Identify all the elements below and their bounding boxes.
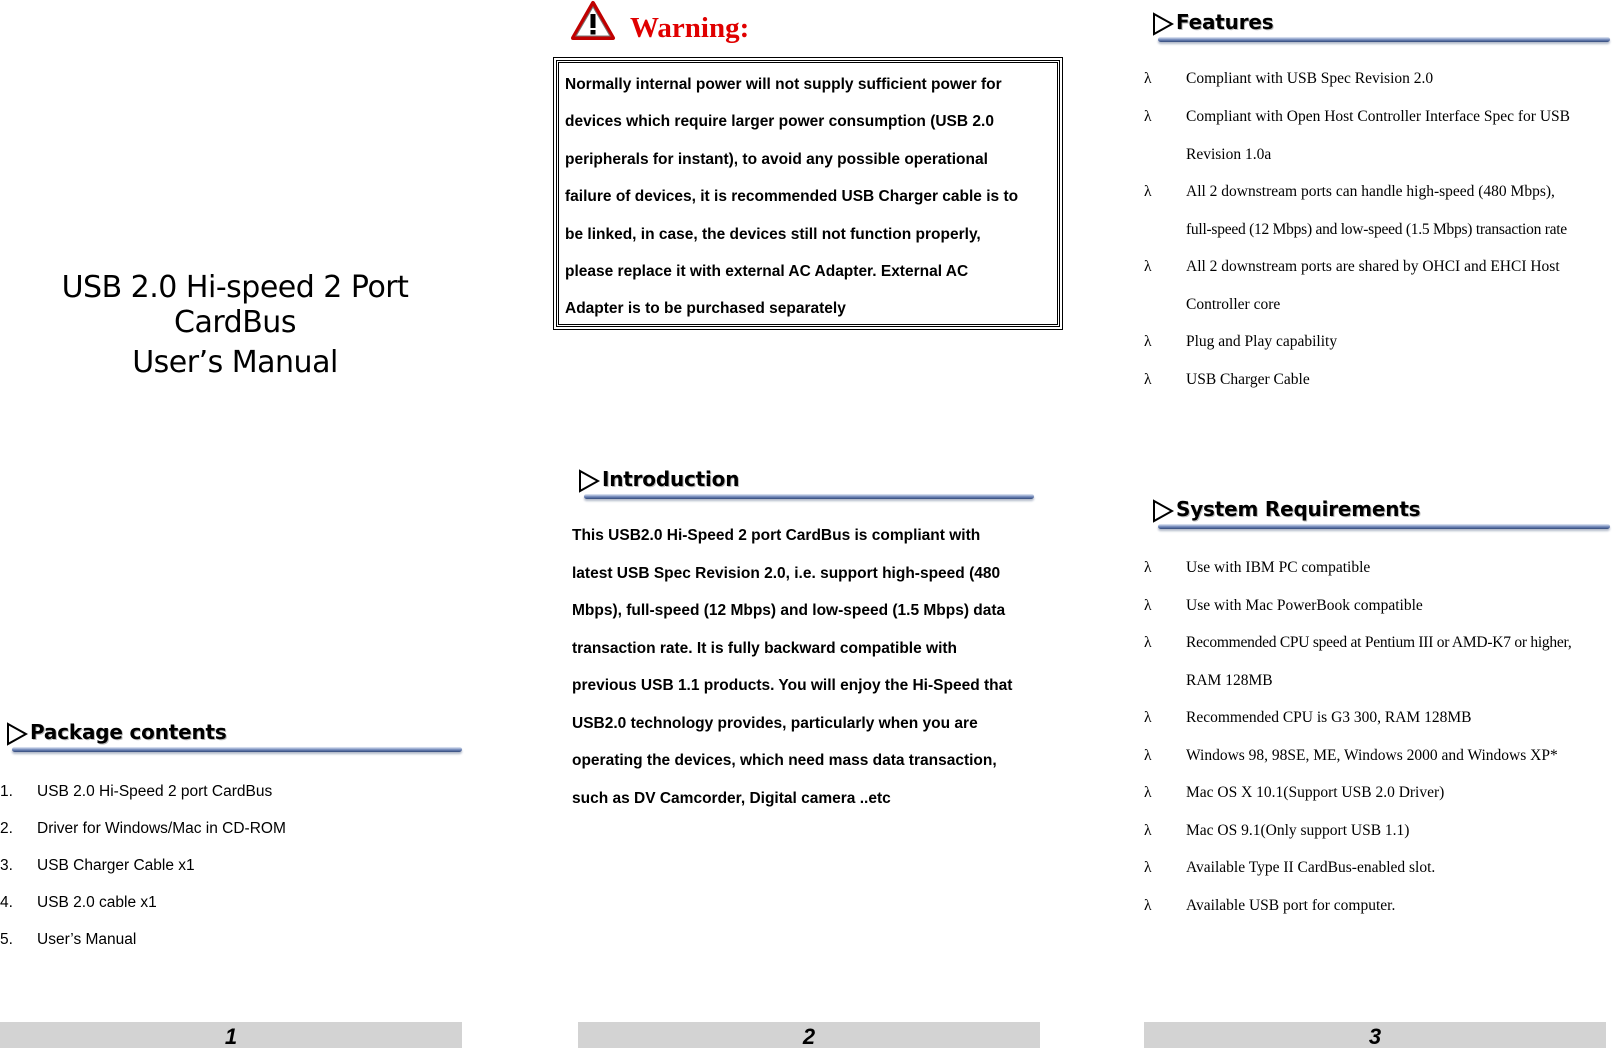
warning-title: Warning:	[630, 12, 750, 44]
bullet: λ	[1144, 108, 1152, 125]
header-bar	[1158, 524, 1610, 529]
bullet: λ	[1144, 784, 1152, 801]
bullet: λ	[1144, 597, 1152, 614]
intro-text-line: latest USB Spec Revision 2.0, i.e. support high-speed (480	[572, 565, 1001, 582]
package-contents-header	[6, 720, 462, 764]
bullet: λ	[1144, 371, 1152, 388]
intro-text-line: operating the devices, which need mass data transaction,	[572, 752, 997, 769]
warning-text-line: devices which require larger power consumption (USB 2.0	[565, 113, 994, 130]
warning-text-line: Adapter is to be purchased separately	[565, 300, 846, 317]
intro-text-line: USB2.0 technology provides, particularly when you are	[572, 715, 978, 732]
arrow-outline-icon	[1152, 12, 1174, 36]
warning-text-line: peripherals for instant), to avoid any possible operational	[565, 151, 988, 168]
bullet: λ	[1144, 559, 1152, 576]
section-title: Package contents	[30, 720, 227, 744]
warning-text-line: please replace it with external AC Adapter. External AC	[565, 263, 969, 280]
warning-box	[556, 60, 1060, 327]
warning-text-line: be linked, in case, the devices still not function properly,	[565, 226, 981, 243]
bullet: λ	[1144, 859, 1152, 876]
system-requirements-header	[1152, 497, 1610, 541]
manual-subtitle: User’s Manual	[132, 345, 338, 380]
bullet: λ	[1144, 709, 1152, 726]
header-bar	[1158, 37, 1610, 42]
page-number: 2	[578, 1022, 1040, 1048]
intro-text-line: This USB2.0 Hi-Speed 2 port CardBus is compliant with	[572, 527, 981, 544]
bullet: λ	[1144, 747, 1152, 764]
bullet: λ	[1144, 634, 1152, 651]
intro-text-line: transaction rate. It is fully backward compatible with	[572, 640, 958, 657]
intro-text-line: such as DV Camcorder, Digital camera ..etc	[572, 790, 891, 807]
arrow-outline-icon	[578, 469, 600, 493]
section-title: System Requirements	[1176, 497, 1421, 521]
introduction-header	[578, 467, 1034, 511]
section-title: Features	[1176, 10, 1274, 34]
arrow-outline-icon	[1152, 499, 1174, 523]
header-bar	[12, 747, 462, 752]
bullet: λ	[1144, 258, 1152, 275]
warning-text-line: failure of devices, it is recommended USB Charger cable is to	[565, 188, 1019, 205]
header-bar	[584, 494, 1034, 499]
page-number: 3	[1144, 1022, 1606, 1048]
bullet: λ	[1144, 70, 1152, 87]
intro-text-line: Mbps), full-speed (12 Mbps) and low-speed (1.5 Mbps) data	[572, 602, 1006, 619]
manual-title: USB 2.0 Hi-speed 2 Port CardBus	[61, 270, 409, 340]
section-title: Introduction	[602, 467, 740, 491]
bullet: λ	[1144, 822, 1152, 839]
intro-text-line: previous USB 1.1 products. You will enjoy the Hi-Speed that	[572, 677, 1013, 694]
features-header	[1152, 10, 1610, 54]
warning-text-line: Normally internal power will not supply sufficient power for	[565, 76, 1002, 93]
page-number: 1	[0, 1022, 462, 1048]
warning-triangle-icon	[570, 0, 616, 42]
bullet: λ	[1144, 897, 1152, 914]
bullet: λ	[1144, 183, 1152, 200]
bullet: λ	[1144, 333, 1152, 350]
arrow-outline-icon	[6, 722, 28, 746]
